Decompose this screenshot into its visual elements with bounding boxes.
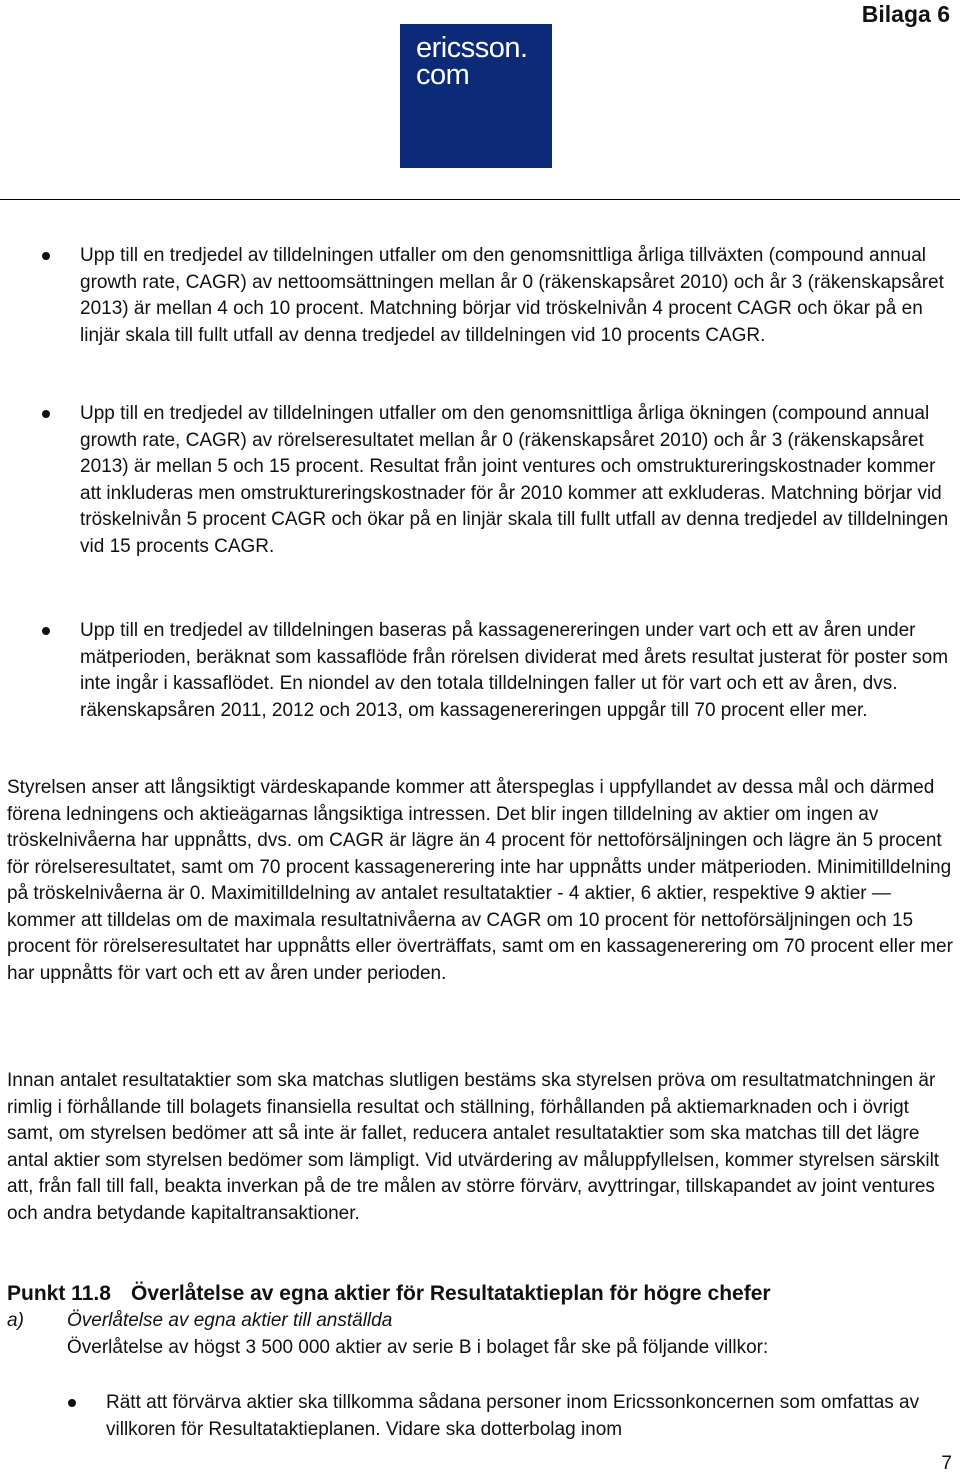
transfer-intro: Överlåtelse av högst 3 500 000 aktier av serie B i bolaget får ske på följande villkor: [67, 1337, 769, 1358]
list-item [0, 401, 960, 560]
criteria-list-item-2 [0, 401, 960, 560]
section-heading [7, 1280, 771, 1308]
logo-line-1: ericsson. [416, 32, 528, 64]
criterion-text: Upp till en tredjedel av tilldelningen baseras på kassagenereringen under vart och ett av åren under mätperioden, beräknat som kassaflöde från rörelsen dividerat med årets resultat justerat för poster som inte ingår i kassaflödet. En niondel av den totala tilldelningen faller ut för vart och ett av åren, dvs. räkenskapsåren 2011, 2012 och 2013, om kassagenereringen uppgår till 70 procent eller mer. [80, 620, 949, 721]
ericsson-logo [400, 24, 552, 168]
header-divider [0, 199, 960, 200]
section-number: Punkt 11.8 [7, 1282, 111, 1305]
criteria-list-item-3 [0, 618, 960, 724]
subsection-title: Överlåtelse av egna aktier till anställda [67, 1310, 393, 1331]
criteria-list-item-1 [0, 243, 960, 349]
subsection-label: a) [7, 1310, 24, 1331]
list-item [0, 618, 960, 724]
appendix-label: Bilaga 6 [861, 1, 950, 27]
bullet-icon [68, 1399, 76, 1407]
condition-text: Rätt att förvärva aktier ska tillkomma sådana personer inom Ericssonkoncernen som omfattas av villkoren för Resultataktieplanen. Vidare ska dotterbolag inom [106, 1392, 920, 1440]
bullet-icon [42, 252, 50, 260]
page-number: 7 [941, 1453, 952, 1474]
list-item [0, 243, 960, 349]
logo-line-2: com [416, 59, 470, 91]
subsection-heading [7, 1308, 392, 1335]
criterion-text: Upp till en tredjedel av tilldelningen utfaller om den genomsnittliga årliga tillväxten (compound annual growth rate, CAGR) av nettoomsättningen mellan år 0 (räkenskapsåret 2010) och år 3 (räkenskapsåret 2013) är mellan 4 och 10 procent. Matchning börjar vid tröskelnivån 4 procent CAGR och ökar på en linjär skala till fullt utfall av denna tredjedel av tilldelningen vid 10 procents CAGR. [80, 245, 944, 346]
body-paragraph: Innan antalet resultataktier som ska matchas slutligen bestäms ska styrelsen pröva om resultatmatchningen är rimlig i förhållande till bolagets finansiella resultat och ställning, förhållanden på aktiemarknaden och i övrigt samt, om styrelsen bedömer att så inte är fallet, reducera antalet resultataktier som ska matchas till det lägre antal aktier som styrelsen bedömer som lämpligt. Vid utvärdering av måluppfyllelsen, kommer styrelsen särskilt att, från fall till fall, beakta inverkan på de tre målen av större förvärv, avyttringar, tillskapandet av joint ventures och andra betydande kapitaltransaktioner. [7, 1070, 940, 1224]
criterion-text: Upp till en tredjedel av tilldelningen utfaller om den genomsnittliga årliga ökningen (compound annual growth rate, CAGR) av rörelseresultatet mellan år 0 (räkenskapsåret 2010) och år 3 (räkenskapsåret 2013) är mellan 5 och 15 procent. Resultat från joint ventures och omstruktureringskostnader kommer att inkluderas men omstruktureringskostnader för år 2010 kommer att exkluderas. Matchning börjar vid tröskelnivån 5 procent CAGR och ökar på en linjär skala till fullt utfall av denna tredjedel av tilldelningen vid 15 procents CAGR. [80, 403, 949, 557]
body-paragraph: Styrelsen anser att långsiktigt värdeskapande kommer att återspeglas i uppfyllandet av dessa mål och därmed förena ledningens och aktieägarnas långsiktiga intressen. Det blir ingen tilldelning av aktier om ingen av tröskelnivåerna har uppnåtts, dvs. om CAGR är lägre än 4 procent för nettoförsäljningen och lägre än 5 procent för rörelseresultatet, samt om 70 procent kassagenerering inte har uppnåtts under mätperioden. Minimitilldelning på tröskelnivåerna är 0. Maximitilldelning av antalet resultataktier - 4 aktier, 6 aktier, respektive 9 aktier — kommer att tilldelas om de maximala resultatnivåerna av CAGR om 10 procent för nettoförsäljningen och 15 procent för rörelseresultatet har uppnåtts eller överträffats, samt om en kassagenerering om 70 procent eller mer har uppnåtts för vart och ett av åren under perioden. [7, 777, 953, 984]
conditions-list [0, 1390, 960, 1443]
bullet-icon [42, 410, 50, 418]
list-item [0, 1390, 960, 1443]
section-title: Överlåtelse av egna aktier för Resultataktieplan för högre chefer [131, 1282, 771, 1305]
bullet-icon [42, 627, 50, 635]
